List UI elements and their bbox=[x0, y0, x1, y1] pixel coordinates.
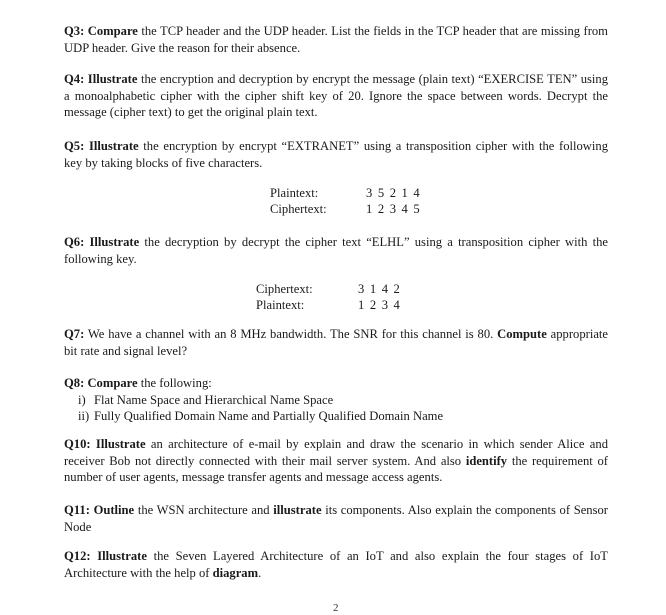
question-verb: Illustrate bbox=[87, 72, 138, 86]
list-item bbox=[78, 408, 608, 425]
question-q5 bbox=[64, 138, 608, 171]
question-q7 bbox=[64, 326, 608, 359]
question-q8 bbox=[64, 375, 608, 425]
list-item-number: i) bbox=[78, 392, 86, 407]
question-q3 bbox=[64, 23, 608, 56]
question-text: the decryption by decrypt the cipher text “ELHL” using a transposition cipher with the following key. bbox=[64, 235, 608, 266]
plaintext-key-value: 1 2 3 4 bbox=[358, 298, 402, 312]
question-verb: Illustrate bbox=[95, 437, 146, 451]
plaintext-label: Plaintext: bbox=[270, 186, 319, 200]
ciphertext-key-value: 1 2 3 4 5 bbox=[366, 202, 421, 216]
question-label: Q8: bbox=[64, 376, 85, 390]
question-q12 bbox=[64, 548, 608, 581]
question-verb: Illustrate bbox=[97, 549, 147, 563]
question-verb: Compare bbox=[87, 24, 138, 38]
plaintext-key-value: 3 5 2 1 4 bbox=[366, 186, 421, 200]
question-verb: Compare bbox=[87, 376, 138, 390]
question-text: the Seven Layered Architecture of an IoT and also explain the four stages of IoT Architecture with the help of bbox=[64, 549, 608, 580]
question-label: Q12: bbox=[64, 549, 91, 563]
list-item-text: Flat Name Space and Hierarchical Name Space bbox=[94, 392, 334, 407]
question-label: Q7: bbox=[64, 327, 85, 341]
question-text-continued: appropriate bit rate and signal level? bbox=[64, 327, 608, 358]
question-label: Q3: bbox=[64, 24, 85, 38]
question-label: Q4: bbox=[64, 72, 85, 86]
question-verb-secondary: identify bbox=[465, 453, 508, 468]
question-text: the following: bbox=[137, 376, 212, 390]
question-verb: Compute bbox=[497, 327, 547, 341]
list-item-text: Fully Qualified Domain Name and Partially Qualified Domain Name bbox=[94, 409, 444, 423]
question-verb: Illustrate bbox=[88, 139, 139, 153]
page-number: 2 bbox=[333, 602, 339, 614]
question-text-continued: . bbox=[258, 565, 262, 580]
question-verb-secondary: illustrate bbox=[273, 503, 322, 517]
question-text: the WSN architecture and bbox=[134, 503, 274, 517]
q6-key-table bbox=[256, 281, 401, 313]
plaintext-label: Plaintext: bbox=[256, 298, 305, 312]
question-text: the encryption and decryption by encrypt the message (plain text) “EXERCISE TEN” using a monoalphabetic cipher with the cipher shift key of 20. Ignore the space between words. Decrypt the message (cipher text) to get the original plain text. bbox=[64, 72, 608, 119]
question-text-continued: the requirement of number of user agents, message transfer agents and message access agents. bbox=[64, 453, 608, 484]
question-verb: Outline bbox=[93, 503, 135, 517]
ciphertext-label: Ciphertext: bbox=[256, 282, 313, 296]
q8-item-list bbox=[78, 392, 608, 425]
question-text: the encryption by encrypt “EXTRANET” using a transposition cipher with the following key by taking blocks of five characters. bbox=[64, 139, 608, 170]
question-label: Q10: bbox=[64, 437, 91, 451]
question-text: the TCP header and the UDP header. List the fields in the TCP header that are missing from UDP header. Give the reason for their absence. bbox=[64, 24, 608, 55]
question-q4 bbox=[64, 71, 608, 121]
question-verb: Illustrate bbox=[89, 235, 140, 249]
question-label: Q6: bbox=[64, 235, 85, 249]
ciphertext-label: Ciphertext: bbox=[270, 202, 327, 216]
question-label: Q5: bbox=[64, 139, 85, 153]
ciphertext-key-value: 3 1 4 2 bbox=[358, 282, 402, 296]
question-label: Q11: bbox=[64, 503, 90, 517]
question-text: an architecture of e-mail by explain and draw the scenario in which sender Alice and receiver Bob not directly connected with their mail server system. And also bbox=[64, 437, 608, 468]
question-verb-secondary: diagram bbox=[212, 565, 259, 580]
question-text-continued: its components. Also explain the components of Sensor Node bbox=[64, 503, 608, 534]
question-q10 bbox=[64, 436, 608, 486]
question-q6 bbox=[64, 234, 608, 267]
list-item bbox=[78, 392, 608, 409]
question-q11 bbox=[64, 502, 608, 535]
list-item-number: ii) bbox=[78, 409, 90, 423]
question-text: We have a channel with an 8 MHz bandwidth. The SNR for this channel is 80. bbox=[84, 327, 498, 341]
q5-key-table bbox=[270, 185, 421, 217]
